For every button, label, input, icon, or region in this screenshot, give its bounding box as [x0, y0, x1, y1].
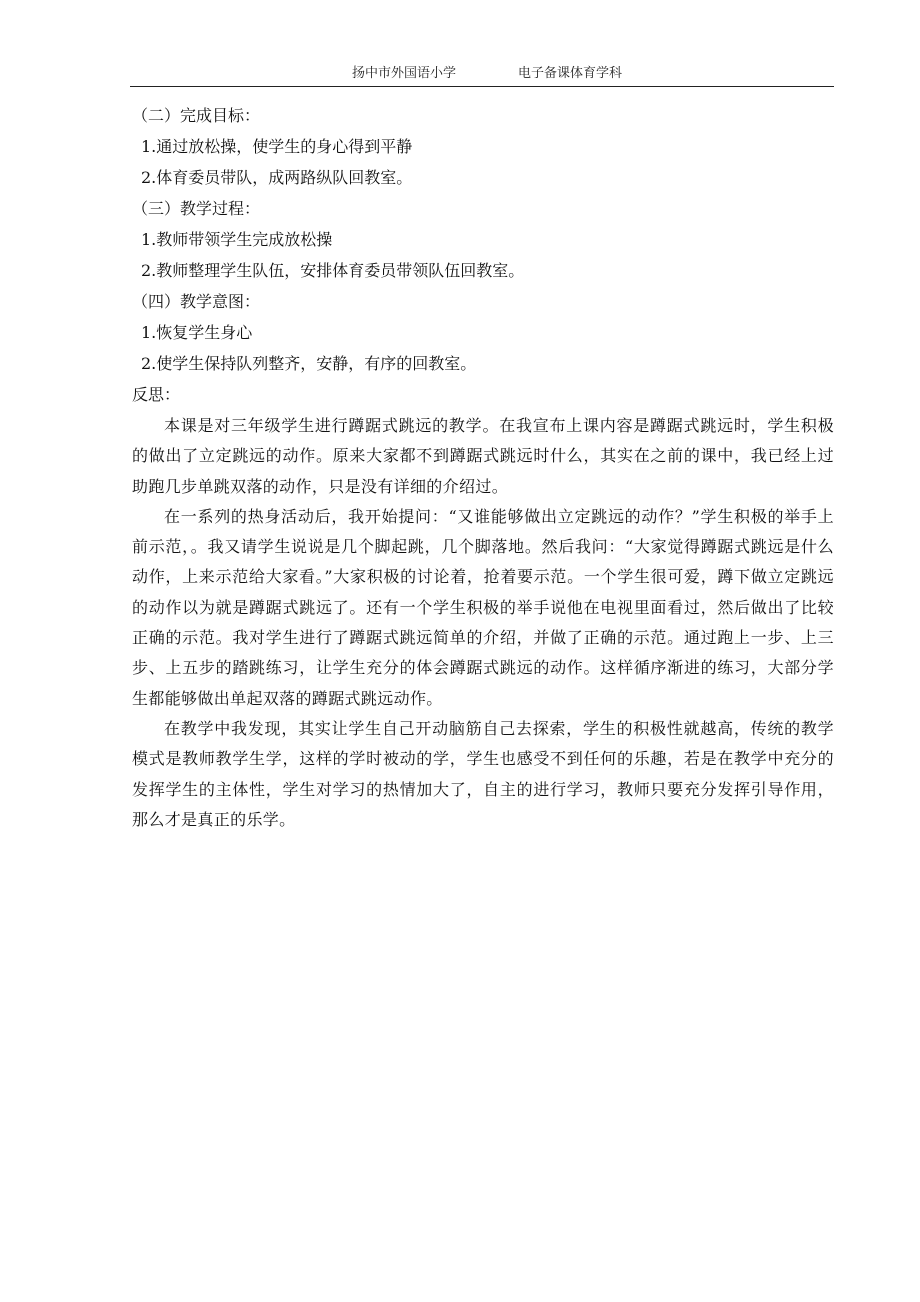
intent-heading: （四）教学意图：: [132, 292, 261, 311]
page-header: [130, 64, 834, 87]
reflection-paragraph-3: 在教学中我发现，其实让学生自己开动脑筋自己去探索，学生的积极性就越高，传统的教学模式是教师教学生学，这样的学时被动的学，学生也感受不到任何的乐趣，若是在教学中充分的发挥学生的主体性，学生对学习的热情加大了，自主的进行学习，教师只要充分发挥引导作用，那么才是真正的乐学。: [132, 718, 834, 829]
goal-item-2: 2.体育委员带队，成两路纵队回教室。: [141, 168, 413, 187]
header-subject: 电子备课体育学科: [518, 66, 623, 81]
intent-item-1: 1.恢复学生身心: [141, 323, 253, 342]
header-school: 扬中市外国语小学: [352, 66, 457, 81]
reflection-heading: 反思：: [132, 385, 181, 404]
goals-heading: （二）完成目标：: [132, 106, 261, 125]
document-body: [132, 100, 834, 835]
reflection-paragraph-1: 本课是对三年级学生进行蹲踞式跳远的教学。在我宣布上课内容是蹲踞式跳远时，学生积极的做出了立定跳远的动作。原来大家都不到蹲踞式跳远时什么，其实在之前的课中，我已经上过助跑几步单跳双落的动作，只是没有详细的介绍过。: [132, 416, 834, 496]
intent-item-2: 2.使学生保持队列整齐，安静，有序的回教室。: [141, 354, 477, 373]
process-item-1: 1.教师带领学生完成放松操: [141, 230, 333, 249]
goal-item-1: 1.通过放松操，使学生的身心得到平静: [141, 137, 413, 156]
process-heading: （三）教学过程：: [132, 199, 261, 218]
reflection-paragraph-2: 在一系列的热身活动后，我开始提问：“又谁能够做出立定跳远的动作？”学生积极的举手上前示范，。我又请学生说说是几个脚起跳，几个脚落地。然后我问：“大家觉得蹲踞式跳远是什么动作，上来示范给大家看。”大家积极的讨论着，抢着要示范。一个学生很可爱，蹲下做立定跳远的动作以为就是蹲踞式跳远了。还有一个学生积极的举手说他在电视里面看过，然后做出了比较正确的示范。我对学生进行了蹲踞式跳远简单的介绍，并做了正确的示范。通过跑上一步、上三步、上五步的踏跳练习，让学生充分的体会蹲踞式跳远的动作。这样循序渐进的练习，大部分学生都能够做出单起双落的蹲踞式跳远动作。: [132, 506, 834, 708]
process-item-2: 2.教师整理学生队伍，安排体育委员带领队伍回教室。: [141, 261, 525, 280]
